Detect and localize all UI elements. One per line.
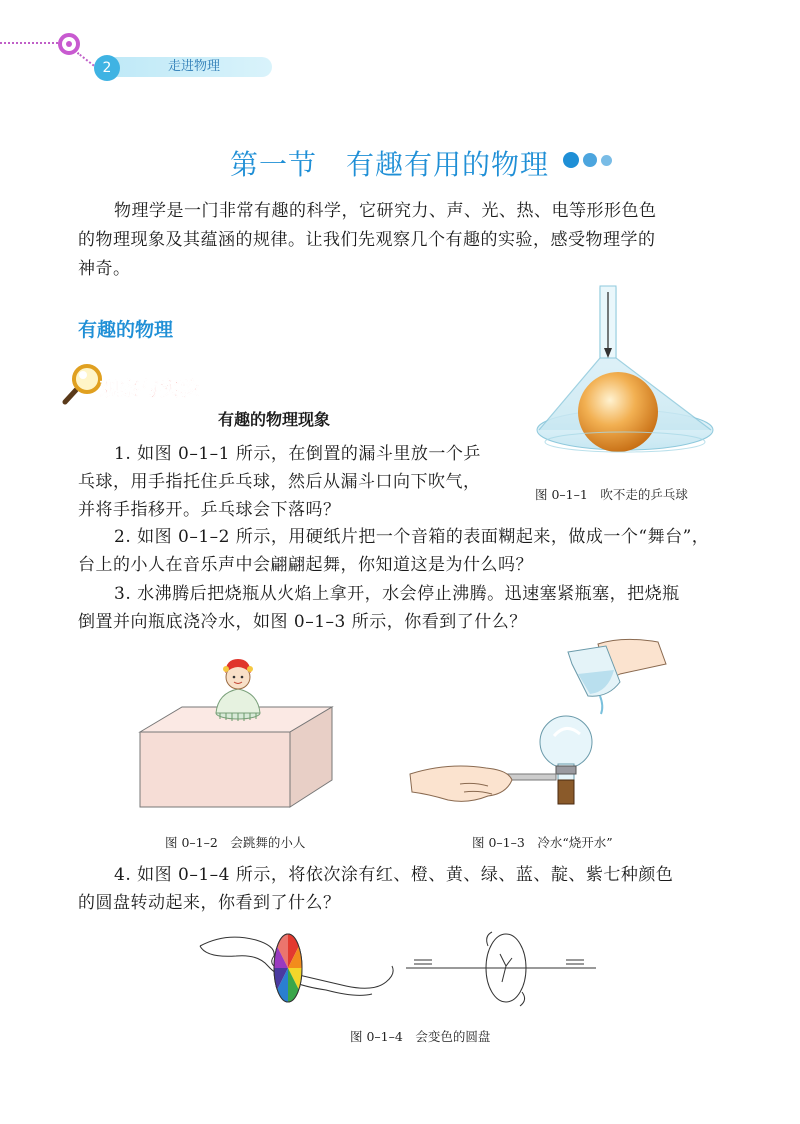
intro-line: 物理学是一门非常有趣的科学，它研究力、声、光、热、电等形形色色	[114, 201, 657, 221]
item1-line: 乓球，用手指托住乒乓球，然后从漏斗口向下吹气，	[78, 472, 481, 492]
item3-line: 倒置并向瓶底浇冷水，如图 0–1–3 所示，你看到了什么？	[78, 612, 527, 632]
caption-fig4: 图 0–1–4 会变色的圆盘	[350, 1029, 491, 1044]
page-number: 2	[94, 55, 120, 81]
item3-line: 3. 水沸腾后把烧瓶从火焰上拿开，水会停止沸腾。迅速塞紧瓶塞，把烧瓶	[114, 584, 680, 604]
figure-funnel-ball	[532, 282, 718, 462]
figure-cold-water-flask	[408, 634, 670, 824]
intro-line: 的物理现象及其蕴涵的规律。让我们先观察几个有趣的实验，感受物理学的	[78, 230, 656, 250]
section-label: 走进物理	[168, 59, 221, 74]
item4-line: 的圆盘转动起来，你看到了什么？	[78, 893, 341, 913]
intro-line: 神奇。	[78, 259, 131, 279]
title-dot-icon	[563, 152, 579, 168]
page-title: 第一节 有趣有用的物理	[230, 148, 550, 181]
caption-fig3: 图 0–1–3 冷水“烧开水”	[472, 835, 613, 850]
caption-fig2: 图 0–1–2 会跳舞的小人	[165, 835, 306, 850]
section-heading: 有趣的物理	[78, 319, 174, 341]
title-dot-icon	[583, 153, 597, 167]
header-dotted-line	[0, 42, 62, 44]
item1-line: 1. 如图 0–1–1 所示，在倒置的漏斗里放一个乒	[114, 444, 481, 464]
item2-line: 2. 如图 0–1–2 所示，用硬纸片把一个音箱的表面糊起来，做成一个“舞台”，	[114, 527, 710, 547]
sub-heading: 有趣的物理现象	[218, 410, 331, 429]
item1-line: 并将手指移开。乒乓球会下落吗？	[78, 500, 341, 520]
title-dot-icon	[601, 155, 612, 166]
caption-fig1: 图 0–1–1 吹不走的乒乓球	[535, 487, 688, 502]
figure-color-disc	[196, 926, 606, 1018]
item2-line: 台上的小人在音乐声中会翩翩起舞，你知道这是为什么吗？	[78, 555, 533, 575]
item4-line: 4. 如图 0–1–4 所示，将依次涂有红、橙、黄、绿、蓝、靛、紫七种颜色	[114, 865, 674, 885]
observe-experiment-label: 观察与实验	[100, 378, 201, 400]
figure-dancing-doll	[138, 655, 338, 820]
